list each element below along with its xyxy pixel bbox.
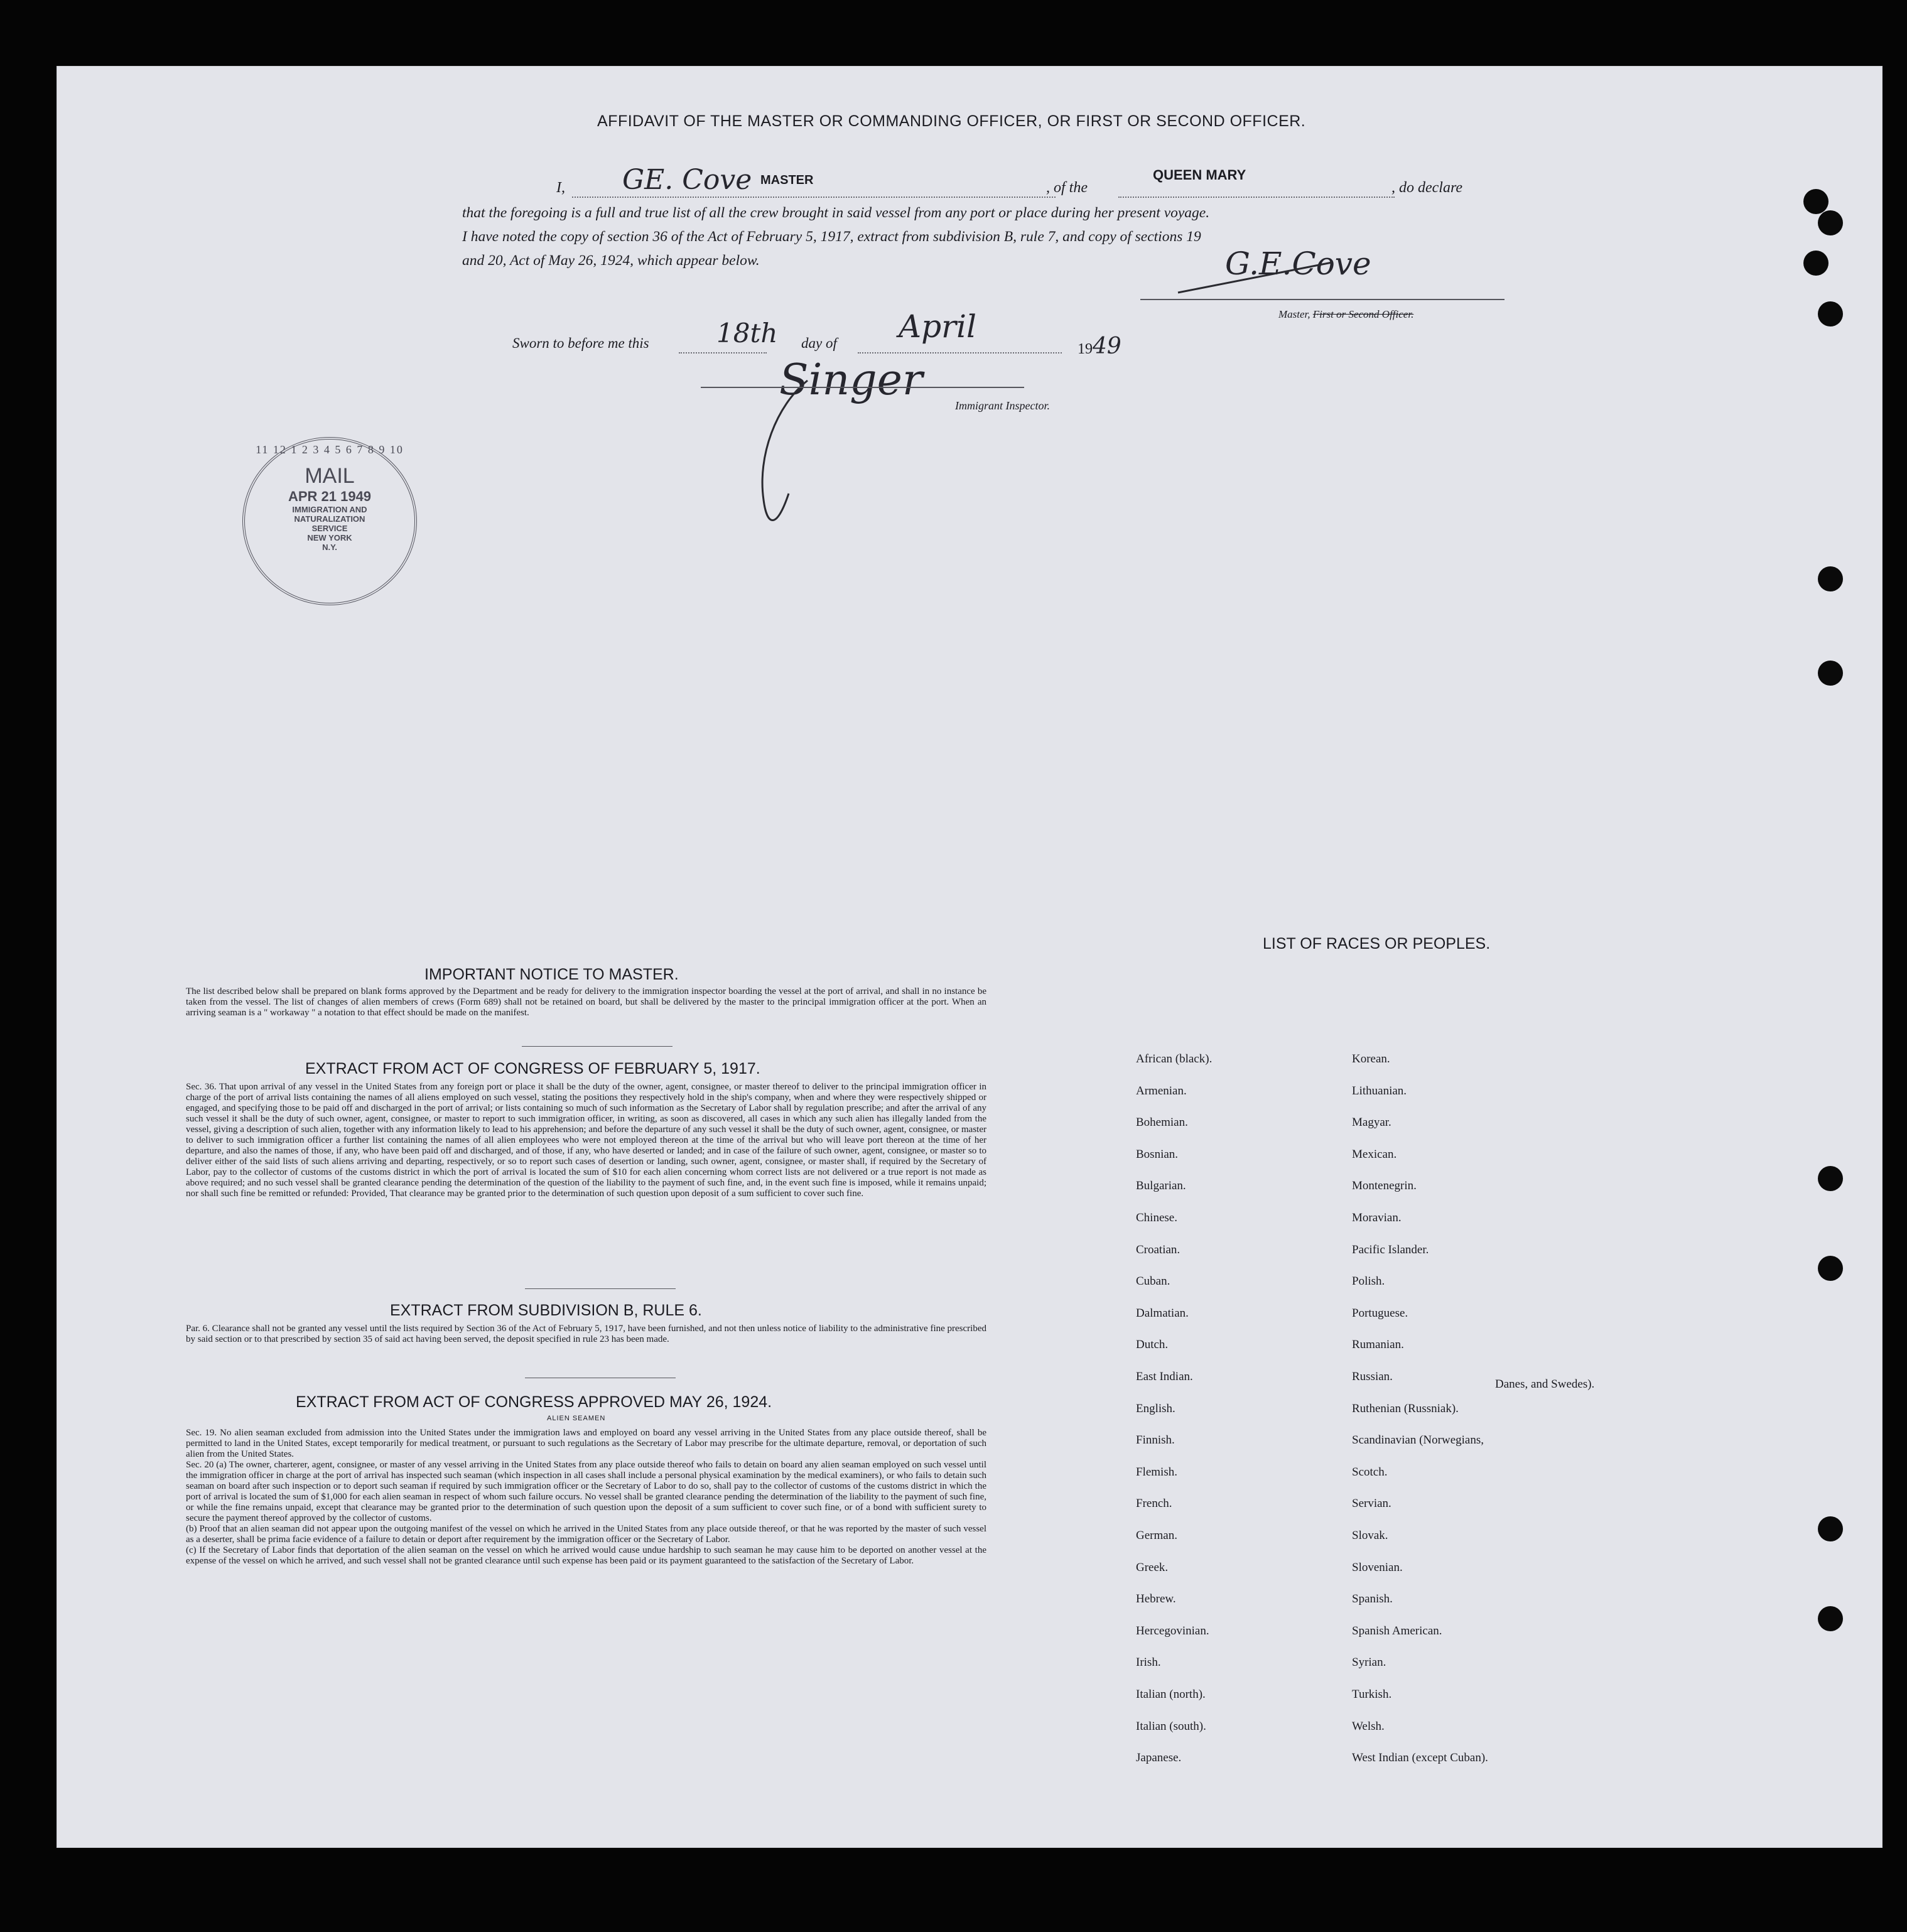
race-item: Hebrew. xyxy=(1136,1592,1176,1606)
race-item: Turkish. xyxy=(1352,1688,1392,1701)
race-item: Bosnian. xyxy=(1136,1147,1179,1161)
notice-heading: IMPORTANT NOTICE TO MASTER. xyxy=(424,966,679,983)
extract-1917-divider xyxy=(525,1288,676,1289)
punch-hole xyxy=(1818,1606,1843,1631)
sec-19-text: Sec. 19. No alien seaman excluded from admission into the United States under the immigration laws and employed on board any vessel arriving in the United States from any place outside thereof, shall be permitted to land in the United States, except temporarily for medical treatment, or pursuant to such regulations as the Secretary of Labor may prescribe for the ultimate departure, removal, or deportation of such alien from the United States. xyxy=(186,1428,986,1459)
punch-hole xyxy=(1818,566,1843,591)
rule-6-heading: EXTRACT FROM SUBDIVISION B, RULE 6. xyxy=(390,1302,702,1319)
inspector-signature-line xyxy=(701,387,1024,388)
race-item: German. xyxy=(1136,1529,1177,1542)
extract-1924-text xyxy=(186,1428,986,1567)
vessel-name: QUEEN MARY xyxy=(1153,167,1246,183)
affidavit-line-3: I have noted the copy of section 36 of the Act of February 5, 1917, extract from subdivision B, rule 7, and copy of sections 19 xyxy=(462,229,1201,245)
race-item: Portuguese. xyxy=(1352,1306,1408,1320)
master-label: Master, xyxy=(1278,308,1310,320)
race-item: Chinese. xyxy=(1136,1211,1177,1224)
race-item: Scotch. xyxy=(1352,1465,1388,1479)
affidavit-line-2: that the foregoing is a full and true list of all the crew brought in said vessel from any port or place during her present voyage. xyxy=(462,205,1210,221)
extract-1917-heading: EXTRACT FROM ACT OF CONGRESS OF FEBRUARY 5, 1917. xyxy=(305,1060,760,1077)
race-item: Montenegrin. xyxy=(1352,1179,1417,1193)
race-item: Croatian. xyxy=(1136,1243,1180,1256)
race-item: Mexican. xyxy=(1352,1147,1397,1161)
mail-received-stamp xyxy=(242,437,417,605)
rule-6-text: Par. 6. Clearance shall not be granted any vessel until the lists required by Section 36 of the Act of February 5, 1917, have been furnished, and not then unless notice of liability to the administrative fine prescribed by said section or to that prescribed by section 35 of said act having been served, the deposit specified in rule 23 has been made. xyxy=(186,1324,986,1344)
stamp-city: NEW YORK xyxy=(307,533,352,542)
master-name-line xyxy=(572,197,1056,198)
race-item: Pacific Islander. xyxy=(1352,1243,1429,1256)
punch-hole xyxy=(1818,1256,1843,1281)
stamp-date: APR 21 1949 xyxy=(288,488,372,504)
punch-hole xyxy=(1818,661,1843,686)
stamp-agency-1: IMMIGRATION AND xyxy=(292,505,367,514)
race-item: Lithuanian. xyxy=(1352,1084,1407,1098)
extract-1917-text: Sec. 36. That upon arrival of any vessel in the United States from any foreign port or place it shall be the duty of the owner, agent, consignee, or master thereof to deliver to the principal immigration officer in charge of the port of arrival lists containing the names of all aliens employed on such vessel, stating the positions they respectively hold in the ship's company, when and where they were respectively shipped or engaged, and specifying those to be paid off and discharged in the port of arrival; or lists containing so much of such information as the Secretary of Labor shall by regulation prescribe; and after the arrival of any such vessel it shall be the duty of such owner, agent, consignee, or master to report to such immigration officer, in writing, as soon as discovered, all cases in which any such alien has illegally landed from the vessel, giving a description of such alien, together with any information likely to lead to his apprehension; and before the departure of any such vessel it shall be the duty of such owner, agent, consignee, or master to deliver to such immigration officer a further list containing the names of all alien employees who were not employed thereon at the time of the arrival but who will leave port thereon at the time of her departure, and also the names of those, if any, who have been paid off and discharged, and of those, if any, who have deserted or landed; and in case of the failure of such owner, agent, consignee, or master so to deliver either of the said lists of such aliens arriving and departing, respectively, or so to report such cases of desertion or landing, such owner, agent, consignee, or master shall, if required by the Secretary of Labor, pay to the collector of customs of the customs district in which the port of arrival is located the sum of $10 for each alien concerning whom correct lists are not delivered or a true report is not made as above required; and no such vessel shall be granted clearance pending the determination of the question of the liability to the payment of such fine, and, in the event such fine is imposed, while it remains unpaid; nor shall such fine be remitted or refunded: Provided, That clearance may be granted prior to the determination of such question upon deposit of a sum sufficient to cover such fine. xyxy=(186,1082,986,1199)
race-item: Bulgarian. xyxy=(1136,1179,1186,1193)
inspector-signature: Singer xyxy=(779,355,923,405)
punch-hole xyxy=(1818,1516,1843,1541)
vessel-line xyxy=(1118,197,1395,198)
race-item: Russian. xyxy=(1352,1370,1393,1383)
race-item: French. xyxy=(1136,1497,1172,1511)
race-item: Spanish American. xyxy=(1352,1624,1442,1638)
race-item: Italian (north). xyxy=(1136,1688,1206,1701)
race-item: Slovenian. xyxy=(1352,1560,1403,1574)
inspector-label: Immigrant Inspector. xyxy=(955,399,1050,412)
year-suffix: 49 xyxy=(1093,333,1121,359)
struck-officer-label: First or Second Officer. xyxy=(1312,308,1414,320)
sec-20a-text: Sec. 20 (a) The owner, charterer, agent, consignee, or master of any vessel arriving in the United States from any place outside thereof who fails to detain on board any alien seaman employed on such vessel until the immigration officer in charge at the port of arrival has inspected such seaman (which inspection in all cases shall include a personal physical examination by the medical examiners), or who fails to detain such seaman on board after such inspection or to deport such seaman if required by such immigration officer or the Secretary of Labor to do so, shall pay to the collector of customs of the customs district in which the port of arrival is located the sum of $1,000 for each alien seaman in respect of whom such failure occurs. No vessel shall be granted clearance pending the determination of the liability to the payment of such fine, or while the fine remains unpaid, except that clearance may be granted prior to the determination of such question upon the deposit of a sum sufficient to cover such fine, or of a bond with sufficient surety to secure the payment thereof approved by the collector of customs. xyxy=(186,1460,986,1523)
notice-text: The list described below shall be prepared on blank forms approved by the Department and be ready for delivery to the immigration inspector boarding the vessel at the port of arrival, and shall in no instance be taken from the vessel. The list of changes of alien members of crews (Form 689) shall not be retained on board, but shall be delivered by the master to the principal immigration officer at the port. When an arriving seaman is a " workaway " a notation to that effect should be made on the manifest. xyxy=(186,986,986,1018)
stamp-ring-numbers: 11 12 1 2 3 4 5 6 7 8 9 10 xyxy=(256,443,404,456)
sworn-month-line xyxy=(858,352,1062,353)
inspector-signature-flourish xyxy=(738,368,833,537)
race-item: Servian. xyxy=(1352,1497,1391,1511)
sworn-day-line xyxy=(679,352,767,353)
race-item: Cuban. xyxy=(1136,1275,1170,1288)
stamp-state: N.Y. xyxy=(322,542,337,552)
sec-20c-text: (c) If the Secretary of Labor finds that deportation of the alien seaman on the vessel on which he arrived would cause undue hardship to such seaman he may cause him to be deported on another vessel at the expense of the vessel on which he arrived, and such vessel shall not be granted clearance until such expense has been paid or its payment guaranteed to the satisfaction of the Secretary of Labor. xyxy=(186,1545,986,1566)
form-sheet xyxy=(57,66,1883,1848)
race-item: Japanese. xyxy=(1136,1751,1182,1765)
punch-hole xyxy=(1818,301,1843,326)
race-item: Dalmatian. xyxy=(1136,1306,1189,1320)
signature-strike xyxy=(1175,255,1338,299)
race-item: Slovak. xyxy=(1352,1529,1388,1542)
sworn-year xyxy=(1078,333,1121,359)
punch-hole xyxy=(1803,189,1829,214)
master-signature: G.E.Cove xyxy=(1225,246,1371,282)
sworn-day: 18th xyxy=(716,318,778,348)
race-item: English. xyxy=(1136,1401,1175,1415)
race-item: Scandinavian (Norwegians, xyxy=(1352,1433,1484,1447)
do-declare-label: , do declare xyxy=(1391,180,1463,196)
race-item: Bohemian. xyxy=(1136,1116,1188,1130)
race-item: Korean. xyxy=(1352,1052,1390,1066)
race-item: Finnish. xyxy=(1136,1433,1175,1447)
race-item: Moravian. xyxy=(1352,1211,1402,1224)
year-prefix: 19 xyxy=(1078,341,1093,357)
stamp-agency-2: NATURALIZATION xyxy=(294,514,365,524)
race-item: Hercegovinian. xyxy=(1136,1624,1209,1638)
stamp-mail: MAIL xyxy=(305,464,355,488)
race-item: Dutch. xyxy=(1136,1338,1169,1352)
stamp-agency-3: SERVICE xyxy=(311,524,348,533)
i-label: I, xyxy=(556,180,565,196)
of-the-label: , of the xyxy=(1046,180,1088,196)
rank-printed: MASTER xyxy=(760,173,814,187)
race-item: Spanish. xyxy=(1352,1592,1393,1606)
signer-label xyxy=(1278,308,1413,321)
race-item: Armenian. xyxy=(1136,1084,1187,1098)
affidavit-title: AFFIDAVIT OF THE MASTER OR COMMANDING OFFICER, OR FIRST OR SECOND OFFICER. xyxy=(597,112,1306,130)
extract-1924-heading: EXTRACT FROM ACT OF CONGRESS APPROVED MAY 26, 1924. xyxy=(296,1393,772,1411)
sworn-month: April xyxy=(899,308,976,345)
races-heading: LIST OF RACES OR PEOPLES. xyxy=(1263,935,1491,953)
race-scandinavian-continued: Danes, and Swedes). xyxy=(1495,1378,1595,1391)
race-item: Irish. xyxy=(1136,1656,1161,1670)
race-item: Magyar. xyxy=(1352,1116,1391,1130)
sec-20b-text: (b) Proof that an alien seaman did not appear upon the outgoing manifest of the vessel on which he arrived in the United States from any place outside thereof, or that he was reported by the master of such vessel as a deserter, shall be prima facie evidence of a failure to detain or deport after requirement by the immigration officer or the Secretary of Labor. xyxy=(186,1524,986,1545)
affidavit-line-4: and 20, Act of May 26, 1924, which appear below. xyxy=(462,252,760,269)
alien-seamen-subheading: ALIEN SEAMEN xyxy=(547,1415,606,1422)
race-item: Italian (south). xyxy=(1136,1719,1206,1733)
punch-hole xyxy=(1803,251,1829,276)
race-item: West Indian (except Cuban). xyxy=(1352,1751,1488,1765)
race-item: Ruthenian (Russniak). xyxy=(1352,1401,1459,1415)
punch-hole xyxy=(1818,1166,1843,1191)
punch-hole xyxy=(1818,210,1843,235)
day-of-label: day of xyxy=(801,335,837,351)
race-item: Flemish. xyxy=(1136,1465,1177,1479)
race-item: Welsh. xyxy=(1352,1719,1385,1733)
race-item: Rumanian. xyxy=(1352,1338,1404,1352)
race-item: Greek. xyxy=(1136,1560,1169,1574)
race-item: African (black). xyxy=(1136,1052,1213,1066)
race-item: East Indian. xyxy=(1136,1370,1193,1383)
master-name-handwritten: GE. Cove xyxy=(622,164,752,196)
race-item: Polish. xyxy=(1352,1275,1385,1288)
notice-divider xyxy=(522,1046,673,1047)
sworn-label: Sworn to before me this xyxy=(512,335,649,351)
master-signature-line xyxy=(1140,299,1505,300)
race-item: Syrian. xyxy=(1352,1656,1386,1670)
